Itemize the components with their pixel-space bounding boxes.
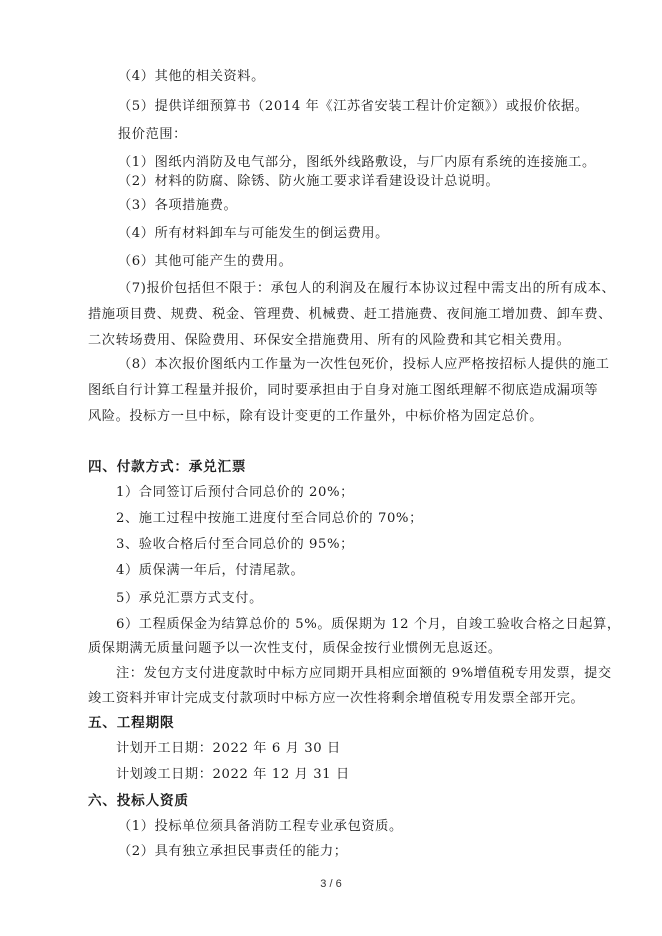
- paragraph-line: 3、验收合格后付至合同总价的 95%；: [116, 537, 354, 552]
- paragraph-line: （2）具有独立承担民事责任的能力；: [118, 844, 348, 859]
- paragraph-line: 4）质保满一年后，付清尾款。: [116, 563, 305, 578]
- paragraph-line: （4）所有材料卸车与可能发生的倒运费用。: [118, 226, 389, 241]
- section-heading: 四、付款方式：承兑汇票: [88, 459, 247, 475]
- paragraph-line: 图纸自行计算工程量并报价，同时要承担由于自身对施工图纸理解不彻底造成漏项等: [88, 383, 599, 398]
- paragraph-line: 6）工程质保金为结算总价的 5%。质保期为 12 个月，自竣工验收合格之日起算，: [116, 617, 621, 632]
- paragraph-line: 二次转场费用、保险费用、环保安全措施费用、所有的风险费和其它相关费用。: [88, 333, 571, 348]
- paragraph-line: 1）合同签订后预付合同总价的 20%；: [116, 485, 354, 500]
- paragraph-line: 竣工资料并审计完成支付款项时中标方应一次性将剩余增值税专用发票全部开完。: [88, 691, 585, 706]
- paragraph-line: 风险。投标方一旦中标，除有设计变更的工作量外，中标价格为固定总价。: [88, 409, 543, 424]
- paragraph-line: （1）投标单位须具备消防工程专业承包资质。: [118, 819, 403, 834]
- paragraph-line: （3）各项措施费。: [118, 198, 238, 213]
- paragraph-line: 报价范围：: [118, 127, 187, 142]
- paragraph-line: 2、施工过程中按施工进度付至合同总价的 70%；: [116, 511, 423, 526]
- paragraph-line: 5）承兑汇票方式支付。: [116, 591, 263, 606]
- paragraph-line: （5）提供详细预算书（2014 年《江苏省安装工程计价定额》）或报价依据。: [118, 99, 589, 114]
- paragraph-line: 计划竣工日期：2022 年 12 月 31 日: [116, 767, 350, 782]
- paragraph-line: 措施项目费、规费、税金、管理费、机械费、赶工措施费、夜间施工增加费、卸车费、: [88, 307, 612, 322]
- paragraph-line: （7)报价包括但不限于：承包人的利润及在履行本协议过程中需支出的所有成本、: [118, 281, 616, 296]
- section-heading: 六、投标人资质: [88, 793, 189, 809]
- paragraph-line: 质保期满无质量问题予以一次性支付，质保金按行业惯例无息返还。: [88, 641, 502, 656]
- paragraph-line: 注：发包方支付进度款时中标方应同期开具相应面额的 9%增值税专用发票，提交: [116, 666, 612, 681]
- page-number: 3 / 6: [320, 878, 342, 890]
- paragraph-line: （4）其他的相关资料。: [118, 69, 265, 84]
- paragraph-line: 计划开工日期：2022 年 6 月 30 日: [116, 741, 341, 756]
- paragraph-line: （2）材料的防腐、除锈、防火施工要求详看建设设计总说明。: [118, 174, 500, 189]
- paragraph-line: （8）本次报价图纸内工作量为一次性包死价，投标人应严格按招标人提供的施工: [118, 357, 610, 372]
- paragraph-line: （1）图纸内消防及电气部分，图纸外线路敷设，与厂内原有系统的连接施工。: [118, 155, 596, 170]
- paragraph-line: （6）其他可能产生的费用。: [118, 254, 293, 269]
- section-heading: 五、工程期限: [88, 715, 175, 731]
